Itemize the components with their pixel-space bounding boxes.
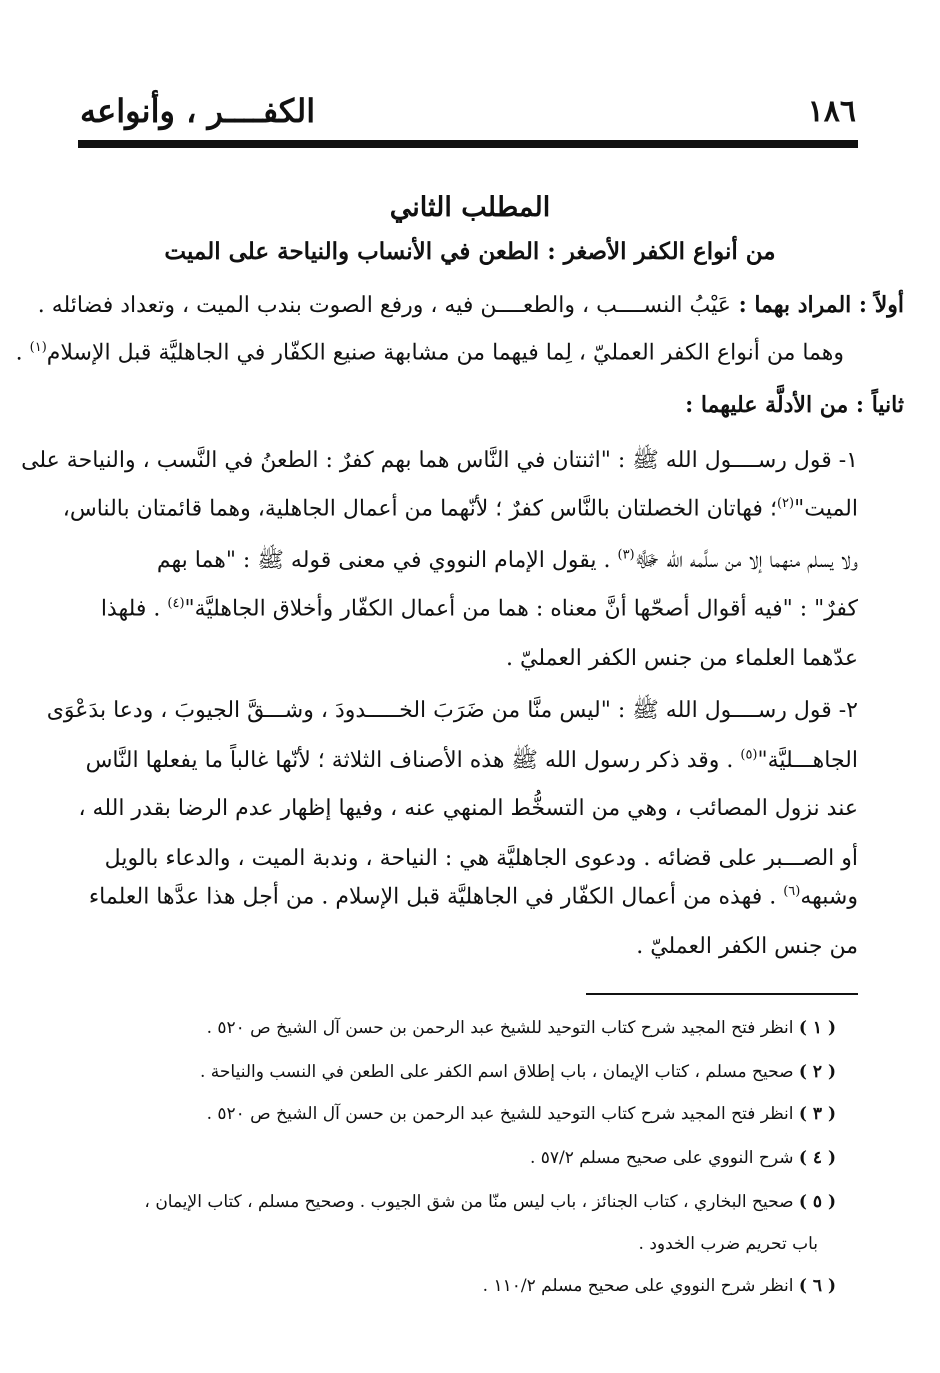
footnote-text: شرح النووي على صحيح مسلم ٥٧/٢ . (529, 1148, 799, 1168)
section-title: المطلب الثاني (389, 192, 551, 223)
page-header (78, 92, 860, 142)
paragraph-line: ٢- قول رســــول الله ﷺ : "ليس منَّا من ضَرَبَ الخـــــدودَ ، وشـــقَّ الجيوبَ ، ودعا بدَعْوَى (46, 698, 858, 723)
footnote (60, 1018, 836, 1038)
footnote-number: ( ٣ ) (798, 1104, 836, 1124)
header-rule (78, 140, 858, 148)
footnote-text: انظر فتح المجيد شرح كتاب التوحيد للشيخ عبد الرحمن بن حسن آل الشيخ ص ٥٢٠ . (206, 1018, 799, 1038)
footnote-number: ( ١ ) (798, 1018, 836, 1038)
paragraph-line: ولا يسلم منهما إلا من سلَّمه الله ﷻ$^{(٣)}$ . يقول الإمام النووي في معنى قوله ﷺ : "هما بهم (156, 547, 858, 573)
paragraph-line: الجاهـــليَّة"$^{(٥)}$ . وقد ذكر رسول الله ﷺ هذه الأصناف الثلاثة ؛ لأنّها غالباً ما يفعلها النَّاس (85, 747, 858, 773)
footnote (60, 1062, 836, 1082)
paragraph-line: كفرٌ" : "فيه أقوال أصحّها أنَّ معناه : هما من أعمال الكفّار وأخلاق الجاهليَّة"$^{(٤)}$ . فلهذا (100, 596, 858, 622)
definition-text: عَيْبُ النســــب ، والطعــــن فيه ، ورفع الصوت بندب الميت ، وتعداد فضائله . (37, 293, 731, 318)
paragraph-line: ١- قول رســــول الله ﷺ : "اثنتان في النَّاس هما بهم كفرٌ : الطعنُ في النَّسب ، والنياحة على (21, 448, 858, 473)
footnote (60, 1104, 836, 1124)
footnote (60, 1192, 836, 1212)
footnote-continuation: باب تحريم ضرب الخدود . (638, 1234, 818, 1254)
paragraph-line: الميت"$^{(٢)}$؛ فهاتان الخصلتان بالنَّاس كفرٌ ؛ لأنّهما من أعمال الجاهلية، وهما قائمتان بالناس، (62, 496, 858, 522)
section-subtitle: من أنواع الكفر الأصغر : الطعن في الأنساب والنياحة على الميت (164, 238, 776, 265)
page-number: ١٨٦ (807, 94, 856, 129)
footnote-number: ( ٥ ) (798, 1192, 836, 1212)
running-title: الكفــــر ، وأنواعه (80, 92, 316, 130)
paragraph-line: أو الصـــبر على قضائه . ودعوى الجاهليَّة هي : النياحة ، وندبة الميت ، والدعاء بالويل (104, 846, 858, 871)
footnote-ref: (١) (29, 340, 47, 355)
paragraph-line: من جنس الكفر العمليّ . (636, 934, 858, 959)
footnote-text: انظر فتح المجيد شرح كتاب التوحيد للشيخ عبد الرحمن بن حسن آل الشيخ ص ٥٢٠ . (206, 1104, 799, 1124)
footnote-separator (586, 993, 858, 995)
footnote-number: ( ٢ ) (798, 1062, 836, 1082)
paragraph-line: وهما من أنواع الكفر العمليّ ، لِما فيهما من مشابهة صنيع الكفّار في الجاهليَّة قبل الإسلام$^{(١)}$ . (15, 340, 844, 366)
footnote-text: صحيح البخاري ، كتاب الجنائز ، باب ليس منّا من شق الجيوب . وصحيح مسلم ، كتاب الإيمان ، (144, 1192, 799, 1212)
paragraph-line: عدّهما العلماء من جنس الكفر العمليّ . (506, 646, 858, 671)
footnote (60, 1276, 836, 1296)
definition-label: أولاً : المراد بهما : (730, 292, 904, 318)
footnote (60, 1148, 836, 1168)
footnote-ref: (٤) (167, 596, 185, 611)
paragraph-line (37, 292, 904, 318)
paragraph-line: عند نزول المصائب ، وهي من التسخُّط المنهي عنه ، وفيها إظهار عدم الرضا بقدر الله ، (78, 796, 858, 821)
footnote-ref: (٦) (783, 884, 801, 899)
evidence-heading: ثانياً : من الأدلَّة عليهما : (685, 392, 904, 418)
footnote-text: صحيح مسلم ، كتاب الإيمان ، باب إطلاق اسم الكفر على الطعن في النسب والنياحة . (199, 1062, 799, 1082)
footnote-number: ( ٤ ) (798, 1148, 836, 1168)
footnote-ref: (٥) (740, 747, 758, 763)
footnote-ref: (٣) (617, 547, 635, 563)
paragraph-line: وشبهه$^{(٦)}$ . فهذه من أعمال الكفّار في الجاهليَّة قبل الإسلام . من أجل هذا عدَّها العلماء (88, 884, 858, 910)
footnote-number: ( ٦ ) (798, 1276, 836, 1296)
footnote-ref: (٢) (776, 496, 795, 511)
footnote-text: انظر شرح النووي على صحيح مسلم ١١٠/٢ . (482, 1276, 799, 1296)
